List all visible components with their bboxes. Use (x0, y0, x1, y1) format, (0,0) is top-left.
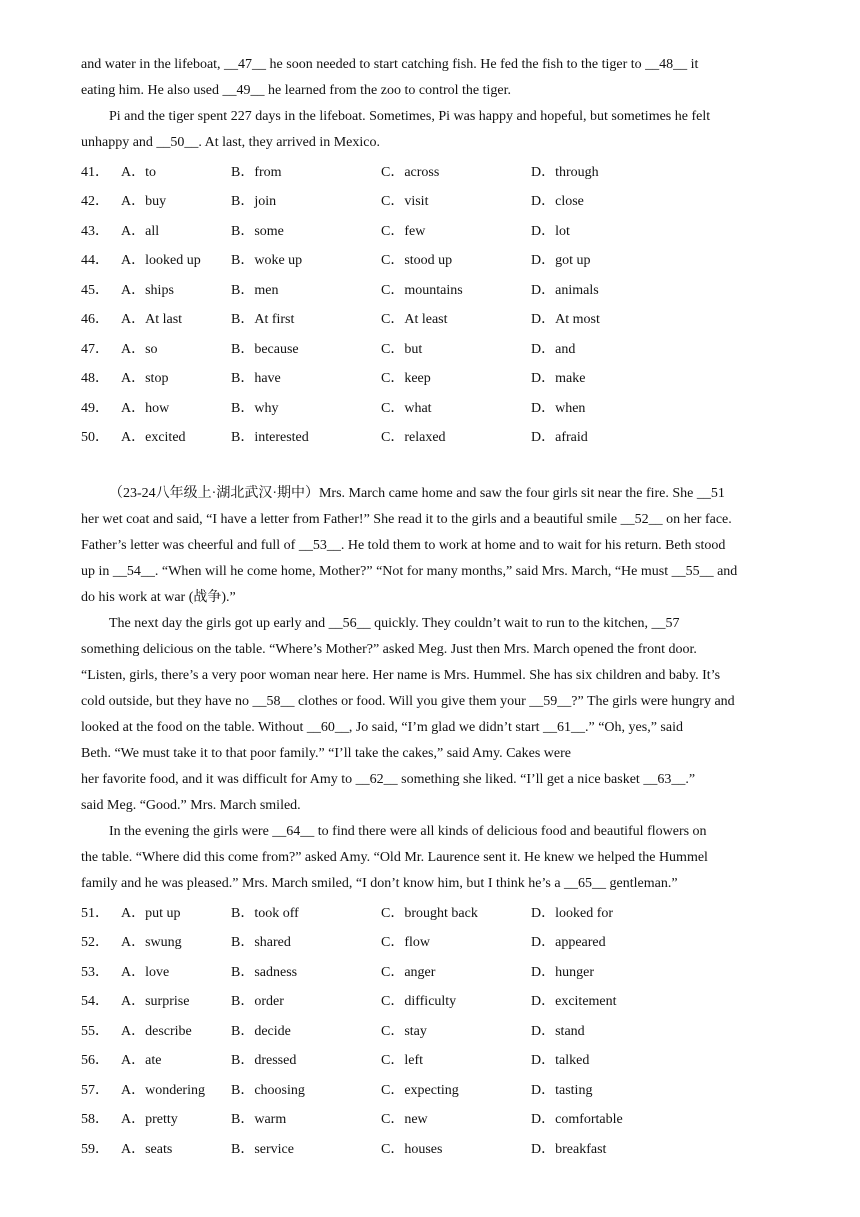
option-a: A．so (121, 341, 158, 357)
option-b: B．because (231, 341, 299, 357)
option-a: A．to (121, 164, 156, 180)
option-d: D．close (531, 194, 584, 210)
question-number: 43． (81, 223, 109, 239)
passage-1-line: eating him. He also used __49__ he learned from the zoo to control the tiger. (81, 83, 511, 98)
option-a: A．swung (121, 935, 182, 951)
question-number: 58． (81, 1112, 109, 1128)
question-row (81, 1015, 701, 1045)
passage-1 (81, 52, 780, 156)
option-c: C．stood up (381, 253, 453, 269)
options-table-41-50 (81, 156, 701, 451)
passage-2-line: family and he was pleased.” Mrs. March smiled, “I don’t know him, but I think he’s a __65__ gentleman.” (81, 876, 678, 891)
option-c: C．At least (381, 312, 448, 328)
option-d: D．make (531, 371, 586, 387)
question-row (81, 274, 701, 304)
option-d: D．afraid (531, 430, 588, 446)
option-a: A．excited (121, 430, 186, 446)
question-row (81, 1133, 701, 1163)
option-d: D．talked (531, 1053, 590, 1069)
passage-2-line: The next day the girls got up early and __56__ quickly. They couldn’t wait to run to the kitchen, __57 (109, 616, 680, 631)
question-number: 55． (81, 1023, 109, 1039)
option-d: D．animals (531, 282, 599, 298)
option-a: A．looked up (121, 253, 201, 269)
question-number: 54． (81, 994, 109, 1010)
option-a: A．pretty (121, 1112, 178, 1128)
option-c: C．but (381, 341, 423, 357)
option-a: A．put up (121, 905, 181, 921)
option-a: A．seats (121, 1141, 173, 1157)
option-c: C．brought back (381, 905, 478, 921)
option-a: A．ate (121, 1053, 162, 1069)
question-number: 51． (81, 905, 109, 921)
passage-2-line: cold outside, but they have no __58__ clothes or food. Will you give them your __59__?” The girls were hungry and (81, 694, 735, 709)
option-a: A．surprise (121, 994, 190, 1010)
question-row (81, 245, 701, 275)
option-a: A．describe (121, 1023, 192, 1039)
option-b: B．why (231, 400, 279, 416)
passage-1-line: and water in the lifeboat, __47__ he soon needed to start catching fish. He fed the fish to the tiger to __48__ it (81, 57, 699, 72)
question-number: 53． (81, 964, 109, 980)
options-table-51-59 (81, 897, 701, 1163)
option-c: C．across (381, 164, 440, 180)
question-number: 56． (81, 1053, 109, 1069)
passage-2-line: do his work at war (战争).” (81, 590, 236, 605)
question-row (81, 1045, 701, 1075)
passage-2-line: In the evening the girls were __64__ to find there were all kinds of delicious food and beautiful flowers on (109, 824, 707, 839)
option-c: C．anger (381, 964, 436, 980)
option-a: A．At last (121, 312, 183, 328)
question-number: 49． (81, 400, 109, 416)
option-d: D．got up (531, 253, 591, 269)
question-number: 46． (81, 312, 109, 328)
option-a: A．stop (121, 371, 169, 387)
question-row (81, 1104, 701, 1134)
option-b: B．decide (231, 1023, 291, 1039)
option-c: C．relaxed (381, 430, 446, 446)
option-b: B．At first (231, 312, 295, 328)
passage-2-line: her wet coat and said, “I have a letter from Father!” She read it to the girls and a beautiful smile __52__ on her face. (81, 512, 732, 527)
option-c: C．few (381, 223, 426, 239)
question-row (81, 927, 701, 957)
question-row (81, 392, 701, 422)
question-row (81, 186, 701, 216)
option-d: D．lot (531, 223, 570, 239)
option-c: C．keep (381, 371, 431, 387)
option-b: B．choosing (231, 1082, 305, 1098)
question-number: 42． (81, 194, 109, 210)
option-b: B．warm (231, 1112, 287, 1128)
option-c: C．difficulty (381, 994, 457, 1010)
option-d: D．hunger (531, 964, 594, 980)
question-row (81, 422, 701, 452)
option-c: C．expecting (381, 1082, 459, 1098)
option-b: B．service (231, 1141, 294, 1157)
option-d: D．breakfast (531, 1141, 607, 1157)
option-d: D．looked for (531, 905, 614, 921)
option-b: B．join (231, 194, 277, 210)
worksheet-page (81, 52, 780, 1163)
option-b: B．shared (231, 935, 291, 951)
option-d: D．stand (531, 1023, 585, 1039)
option-b: B．woke up (231, 253, 303, 269)
option-c: C．houses (381, 1141, 443, 1157)
option-b: B．have (231, 371, 281, 387)
question-number: 57． (81, 1082, 109, 1098)
option-d: D．when (531, 400, 586, 416)
question-row (81, 897, 701, 927)
passage-2-line: her favorite food, and it was difficult for Amy to __62__ something she liked. “I’ll get a nice basket __63__.” (81, 772, 696, 787)
question-row (81, 986, 701, 1016)
section-gap (81, 451, 780, 477)
question-number: 44． (81, 253, 109, 269)
option-d: D．and (531, 341, 576, 357)
passage-1-line: Pi and the tiger spent 227 days in the lifeboat. Sometimes, Pi was happy and hopeful, but sometimes he felt (109, 109, 711, 124)
question-number: 59． (81, 1141, 109, 1157)
option-b: B．interested (231, 430, 309, 446)
question-number: 52． (81, 935, 109, 951)
question-number: 50． (81, 430, 109, 446)
question-row (81, 956, 701, 986)
option-b: B．order (231, 994, 284, 1010)
passage-1-line: unhappy and __50__. At last, they arrived in Mexico. (81, 135, 380, 150)
question-row (81, 1074, 701, 1104)
option-a: A．all (121, 223, 160, 239)
passage-2-line: （23-24八年级上·湖北武汉·期中）Mrs. March came home and saw the four girls sit near the fire. She __51 (109, 486, 725, 501)
question-row (81, 363, 701, 393)
option-c: C．mountains (381, 282, 463, 298)
option-d: D．appeared (531, 935, 606, 951)
passage-2-line: up in __54__. “When will he come home, Mother?” “Not for many months,” said Mrs. March, “He must __55__ and (81, 564, 738, 579)
option-d: D．excitement (531, 994, 617, 1010)
passage-2-line: something delicious on the table. “Where’s Mother?” asked Meg. Just then Mrs. March opened the front door. (81, 642, 697, 657)
option-b: B．some (231, 223, 284, 239)
option-a: A．buy (121, 194, 167, 210)
option-c: C．left (381, 1053, 423, 1069)
passage-2-line: Father’s letter was cheerful and full of __53__. He told them to work at home and to wait for his return. Beth stood (81, 538, 726, 553)
option-b: B．sadness (231, 964, 298, 980)
option-b: B．from (231, 164, 282, 180)
question-row (81, 215, 701, 245)
option-a: A．ships (121, 282, 174, 298)
option-a: A．love (121, 964, 170, 980)
option-a: A．wondering (121, 1082, 205, 1098)
passage-2-line: said Meg. “Good.” Mrs. March smiled. (81, 798, 301, 813)
question-row (81, 156, 701, 186)
question-row (81, 304, 701, 334)
option-d: D．comfortable (531, 1112, 623, 1128)
question-row (81, 333, 701, 363)
option-a: A．how (121, 400, 170, 416)
passage-2 (81, 481, 780, 897)
option-c: C．stay (381, 1023, 427, 1039)
option-d: D．through (531, 164, 599, 180)
option-d: D．At most (531, 312, 600, 328)
option-b: B．men (231, 282, 279, 298)
question-number: 41． (81, 164, 109, 180)
passage-2-line: Beth. “We must take it to that poor family.” “I’ll take the cakes,” said Amy. Cakes were (81, 746, 572, 761)
option-c: C．flow (381, 935, 430, 951)
question-number: 48． (81, 371, 109, 387)
option-b: B．dressed (231, 1053, 297, 1069)
option-d: D．tasting (531, 1082, 593, 1098)
passage-2-line: “Listen, girls, there’s a very poor woman near here. Her name is Mrs. Hummel. She has six children and baby. It’s (81, 668, 721, 683)
question-number: 47． (81, 341, 109, 357)
option-c: C．new (381, 1112, 428, 1128)
passage-2-line: the table. “Where did this come from?” asked Amy. “Old Mr. Laurence sent it. He knew we helped the Hummel (81, 850, 708, 865)
option-c: C．what (381, 400, 432, 416)
option-b: B．took off (231, 905, 299, 921)
option-c: C．visit (381, 194, 429, 210)
passage-2-line: looked at the food on the table. Without __60__, Jo said, “I’m glad we didn’t start __61__.” “Oh, yes,” said (81, 720, 683, 735)
question-number: 45． (81, 282, 109, 298)
